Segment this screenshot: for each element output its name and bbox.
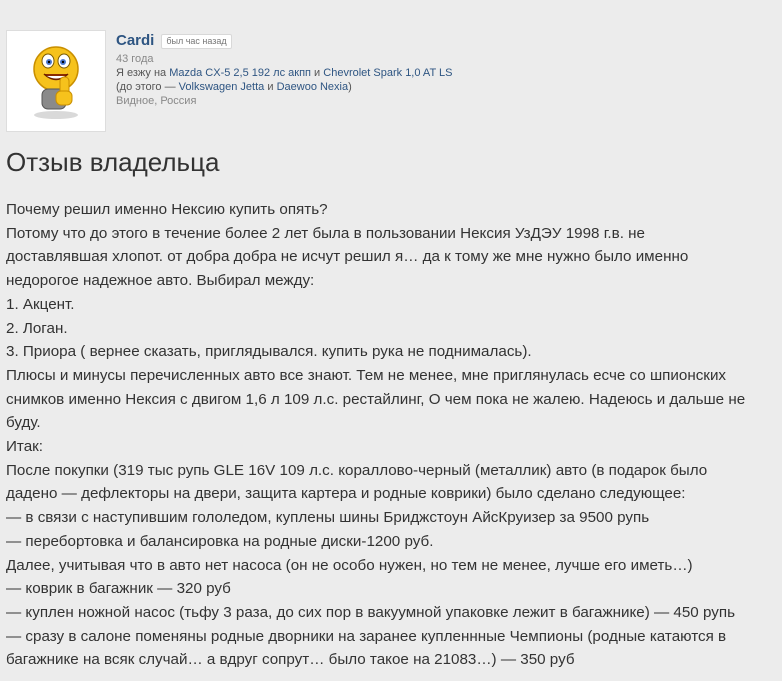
author-name-link[interactable]: Cardi — [116, 32, 155, 49]
review-line: доставлявшая хлопот. от добра добра не исчут решил я… да к тому же мне нужно было именно — [6, 248, 689, 266]
review-line: Плюсы и минусы перечисленных авто все знают. Тем не менее, мне приглянулась есче со шпионских — [6, 366, 727, 384]
review-body — [6, 198, 782, 672]
review-line: Итак: — [6, 438, 44, 456]
author-block — [6, 30, 452, 132]
author-meta — [116, 30, 452, 132]
review-line: Далее, учитывая что в авто нет насоса (он не особо нужен, но тем не менее, лучше его иметь…) — [6, 556, 693, 574]
smiley-thumbs-up-icon — [16, 41, 96, 121]
review-line: недорогое надежное авто. Выбирал между: — [6, 272, 315, 290]
review-line: багажнике на всяк случай… а вдруг сопрут… было такое на 21083…) — 350 руб — [6, 651, 575, 669]
review-line: дадено — дефлекторы на двери, защита картера и родные коврики) было сделано следующее: — [6, 485, 686, 503]
last-seen-badge: был час назад — [161, 34, 231, 49]
review-line: 2. Логан. — [6, 319, 68, 337]
review-title: Отзыв владельца — [6, 147, 220, 177]
car-link-volkswagen[interactable]: Volkswagen Jetta — [178, 81, 265, 93]
review-line: 3. Приора ( вернее сказать, приглядывался. купить рука не поднималась). — [6, 343, 532, 361]
author-location: Видное, Россия — [116, 95, 197, 107]
car-link-daewoo[interactable]: Daewoo Nexia — [276, 81, 349, 93]
drives-prefix: Я езжу на — [116, 67, 167, 79]
review-line: Почему решил именно Нексию купить опять? — [6, 201, 328, 218]
author-cars — [116, 66, 452, 80]
review-line: После покупки (319 тыс рупь GLE 16V 109 л.с. кораллово-черный (металлик) авто (в подарок было — [6, 461, 708, 479]
author-age: 43 года — [116, 53, 154, 65]
prev-prefix: (до этого — — [116, 81, 176, 93]
review-line: — куплен ножной насос (тьфу 3 раза, до сих пор в вакуумной упаковке лежит в багажнике) — 450 рупь — [6, 603, 735, 621]
drives-and: и — [314, 67, 321, 79]
review-line: — в связи с наступившим гололедом, куплены шины Бриджстоун АйсКруизер за 9500 рупь — [6, 509, 650, 527]
author-previous-cars — [116, 80, 452, 94]
review-line: снимков именно Нексия с двигом 1,6 л 109 л.с. рестайлинг, О чем пока не жалею. Надеюсь и дальше не — [6, 390, 746, 408]
review-line: — перебортовка и балансировка на родные диски-1200 руб. — [6, 532, 434, 550]
avatar[interactable] — [6, 30, 106, 132]
review-line: буду. — [6, 414, 41, 432]
review-line: Потому что до этого в течение более 2 лет была в пользовании Нексия УзДЭУ 1998 г.в. не — [6, 224, 645, 242]
review-line: — сразу в салоне поменяны родные дворники на заранее купленнные Чемпионы (родные катаются в — [6, 627, 727, 645]
review-line: 1. Акцент. — [6, 295, 75, 313]
prev-suffix: ) — [348, 81, 352, 93]
car-link-mazda[interactable]: Mazda CX-5 2,5 192 лс акпп — [169, 67, 311, 79]
car-link-chevrolet[interactable]: Chevrolet Spark 1,0 AT LS — [323, 67, 453, 79]
review-line: — коврик в багажник — 320 руб — [6, 580, 231, 598]
prev-and: и — [267, 81, 274, 93]
